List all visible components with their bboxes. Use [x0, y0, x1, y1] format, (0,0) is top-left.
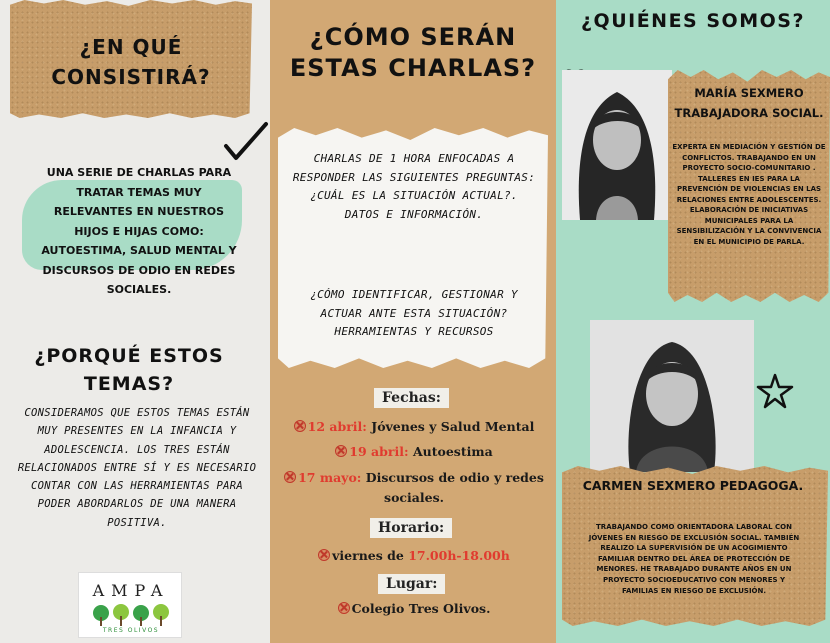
checkmark-icon: [222, 118, 270, 166]
person-portrait-icon: [590, 320, 754, 472]
x-mark-icon: [335, 445, 347, 457]
section-title-quienes: ¿QUIÉNES SOMOS?: [581, 10, 805, 32]
section-title-consistira: ¿EN QUÉ CONSISTIRÁ?: [51, 35, 211, 89]
event-topic: Autoestima: [412, 444, 493, 459]
charlas-description: CHARLAS DE 1 HORA ENFOCADAS A RESPONDER LAS SIGUIENTES PREGUNTAS: ¿CUÁL ES LA SITUACIÓN ACTUAL?. DATOS E INFORMACIÓN.: [292, 152, 536, 221]
x-mark-icon: [284, 471, 296, 483]
horario-time: 17.00h-18.00h: [408, 548, 510, 563]
person-desc-carmen: TRABAJANDO COMO ORIENTADORA LABORAL CON JÓVENES EN RIESGO DE EXCLUSIÓN SOCIAL. TAMBIÉN REALIZO LA SUPERVISIÓN DE UN ACOGIMIENTO FAMILIAR DENTRO DEL ÁREA DE PROTECCIÓN DE MENORES. HE TRABAJADO DURANTE AÑOS EN UN PROYECTO SOCIOEDUCATIVO CON MENORES Y FAMILIAS EN RIESGO DE EXCLUSIÓN.: [588, 523, 800, 595]
x-mark-icon: [294, 420, 306, 432]
lugar-label: Lugar:: [378, 574, 445, 594]
x-mark-icon: [338, 602, 350, 614]
event-item: [280, 468, 548, 508]
reason-text: CONSIDERAMOS QUE ESTOS TEMAS ESTÁN MUY PRESENTES EN LA INFANCIA Y ADOLESCENCIA. LOS TRES ESTÁN RELACIONADOS ENTRE SÍ Y ES NECESARIO CONTAR CON LAS HERRAMIENTAS PARA PODER ABORDARLOS DE UNA MANERA POSITIVA.: [17, 407, 257, 529]
left-panel: [0, 0, 270, 643]
description-text: UNA SERIE DE CHARLAS PARA TRATAR TEMAS MUY RELEVANTES EN NUESTROS HIJOS E HIJAS COMO: AUTOESTIMA, SALUD MENTAL Y DISCURSOS DE ODIO EN REDES SOCIALES.: [41, 166, 237, 296]
lugar-value: [280, 599, 548, 619]
horario-label: Horario:: [370, 518, 452, 538]
event-date: 17 mayo:: [298, 470, 362, 485]
event-topic: Discursos de odio y redes sociales.: [365, 470, 544, 505]
event-topic: Jóvenes y Salud Mental: [371, 419, 535, 434]
person-portrait-icon: [562, 70, 672, 220]
trees-icon: [89, 603, 173, 627]
fechas-label: Fechas:: [374, 388, 449, 408]
ampa-logo: [78, 572, 182, 638]
star-icon: [756, 372, 794, 410]
logo-subtext: TRES OLIVOS: [102, 627, 160, 634]
person-name-maria: MARÍA SEXMERO TRABAJADORA SOCIAL.: [674, 86, 824, 120]
person-name-carmen: CARMEN SEXMERO PEDAGOGA.: [582, 478, 804, 493]
x-mark-icon: [318, 549, 330, 561]
right-panel: [556, 0, 830, 643]
section-title-porque: ¿PORQUÉ ESTOS TEMAS?: [34, 345, 224, 395]
event-item: [280, 417, 548, 437]
event-item: [280, 442, 548, 462]
person-desc-maria: EXPERTA EN MEDIACIÓN Y GESTIÓN DE CONFLICTOS. TRABAJANDO EN UN PROYECTO SOCIO-COMUNITARIO . TALLERES EN IES PARA LA PREVENCIÓN DE VIOLENCIAS EN LAS RELACIONES ENTRE ADOLESCENTES. ELABORACIÓN DE INICIATIVAS MUNICIPALES PARA LA SENSIBILIZACIÓN Y LA CONVIVENCIA EN EL MUNICIPIO DE PARLA.: [672, 143, 826, 246]
horario-value: [280, 546, 548, 566]
horario-prefix: viernes de: [332, 548, 404, 563]
photo-carmen: [590, 320, 754, 472]
section-title-como: ¿CÓMO SERÁN ESTAS CHARLAS?: [289, 23, 537, 82]
event-date: 12 abril:: [307, 419, 367, 434]
logo-word: AMPA: [92, 581, 170, 600]
middle-panel: [270, 0, 556, 643]
event-date: 19 abril:: [349, 444, 409, 459]
photo-maria: [562, 70, 672, 220]
lugar-text: Colegio Tres Olivos.: [351, 601, 491, 616]
charlas-questions: ¿CÓMO IDENTIFICAR, GESTIONAR Y ACTUAR ANTE ESTA SITUACIÓN? HERRAMIENTAS Y RECURSOS: [310, 288, 518, 338]
